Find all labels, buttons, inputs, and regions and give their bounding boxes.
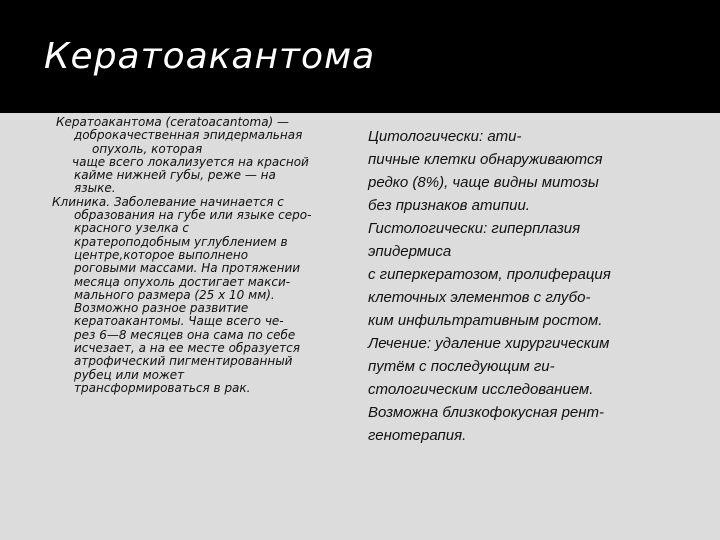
left-text-line: Клиника. Заболевание начинается с — [52, 194, 284, 209]
right-text-line: путём с последующим ги- — [368, 358, 555, 375]
slide-title: Кератоакантома — [44, 36, 376, 77]
left-text-column — [0, 116, 360, 395]
right-text-line: Возможна близкофокусная рент- — [368, 404, 605, 421]
right-text-line: Лечение: удаление хирургическим — [368, 335, 610, 352]
right-text-line: Гистологически: гиперплазия — [368, 220, 581, 237]
left-text-line: кератоакантомы. Чаще всего че- — [74, 314, 284, 329]
left-text-line: Возможно разное развитие — [74, 301, 249, 316]
left-text-line: доброкачественная эпидермальная — [74, 128, 303, 143]
right-text-line: стологическим исследованием. — [368, 381, 594, 398]
left-text-line: чаще всего локализуется на красной — [72, 154, 309, 169]
left-text-line: рубец или может — [74, 367, 185, 382]
left-text-line: кратероподобным углублением в — [74, 234, 288, 249]
right-text-line: редко (8%), чаще видны митозы — [368, 174, 599, 191]
right-text-line: генотерапия. — [368, 427, 467, 444]
left-text-line: мального размера (25 х 10 мм). — [74, 287, 275, 302]
right-text-column — [368, 125, 708, 447]
right-text-line: пичные клетки обнаруживаются — [368, 151, 603, 168]
left-text-line: кайме нижней губы, реже — на — [74, 168, 276, 183]
left-text-line: Кератоакантома (ceratoacantoma) — — [56, 115, 290, 129]
right-text-line: без признаков атипии. — [368, 197, 530, 214]
right-text-line: Цитологически: ати- — [368, 128, 522, 145]
right-text-line: ким инфильтративным ростом. — [368, 312, 603, 329]
left-text-line: атрофический пигментированный — [74, 354, 293, 369]
content-panel — [0, 113, 720, 540]
right-text-line: эпидермиса — [368, 243, 452, 260]
left-text-line: роговыми массами. На протяжении — [74, 261, 301, 276]
left-text-line: опухоль, которая — [92, 141, 203, 156]
right-text-line: клеточных элементов с глубо- — [368, 289, 591, 306]
left-text-line: образования на губе или языке серо- — [74, 208, 312, 223]
left-text-line: центре,которое выполнено — [74, 247, 249, 262]
left-text-line: красного узелка с — [74, 221, 190, 236]
left-text-line: языке. — [74, 181, 116, 196]
left-text-line: исчезает, а на ее месте образуется — [74, 341, 300, 356]
left-text-line: рез 6—8 месяцев она сама по себе — [74, 327, 296, 342]
left-text-line: месяца опухоль достигает макси- — [74, 274, 291, 289]
left-text-line: трансформироваться в рак. — [74, 380, 251, 395]
right-text-line: с гиперкератозом, пролиферация — [368, 266, 611, 283]
